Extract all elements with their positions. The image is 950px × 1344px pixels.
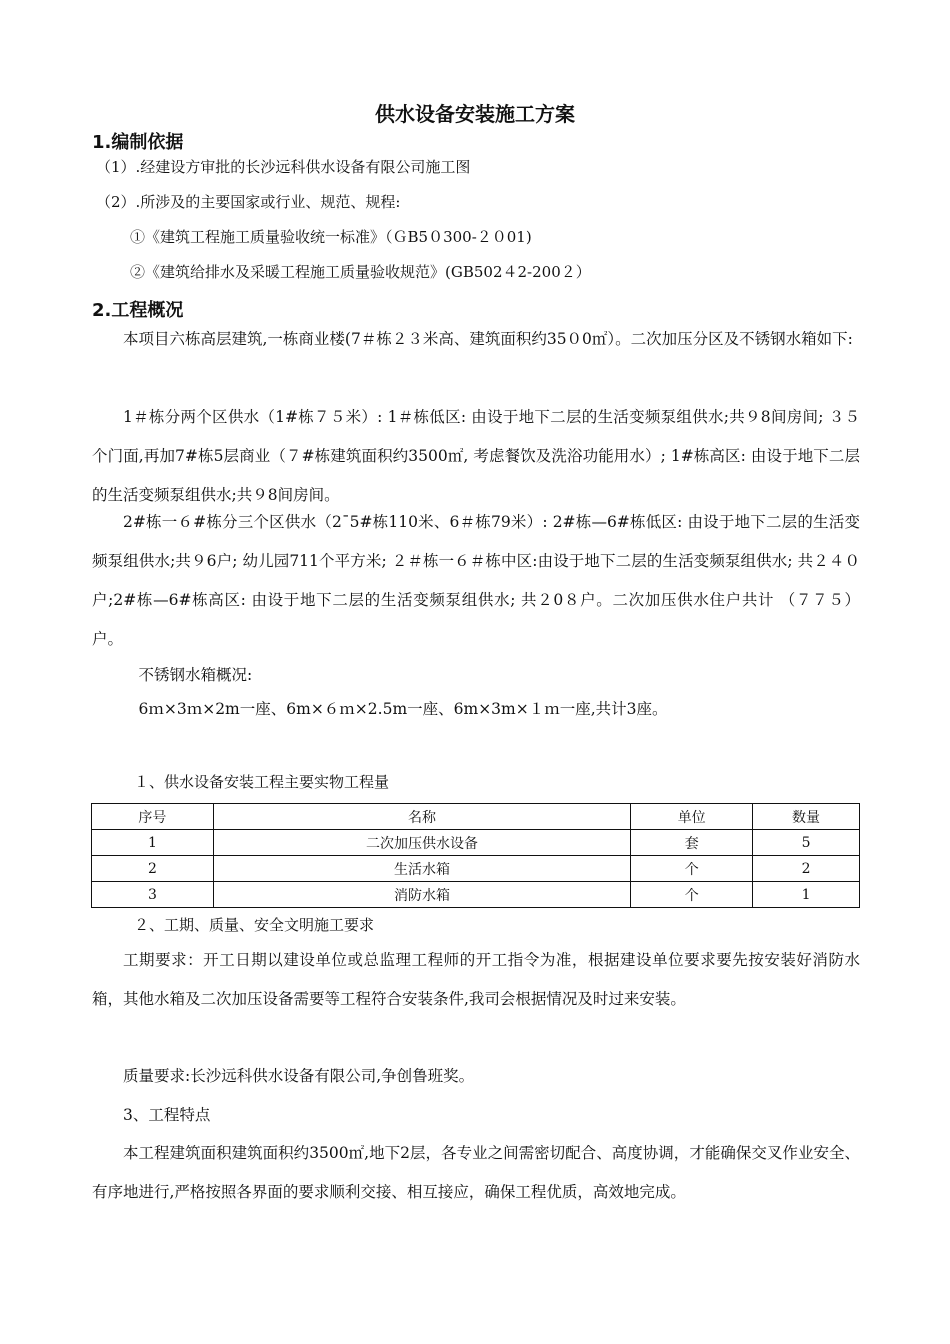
cell-unit: 个	[631, 882, 753, 908]
basis-item-4: ②《建筑给排水及采暖工程施工质量验收规范》(GB502４2-200２）	[130, 263, 591, 281]
table-row	[92, 882, 860, 908]
schedule-requirement: 工期要求：开工日期以建设单位或总监理工程师的开工指令为准，根据建设单位要求要先按安装好消防水箱，其他水箱及二次加压设备需要等工程符合安装条件,我司会根据情况及时过来安装。	[92, 951, 860, 1008]
tank-overview-detail: 6ｍ×3ｍ×2m一座、6m×６ｍ×2.5m一座、6m×3m×１ｍ一座,共计3座。	[138, 700, 668, 718]
cell-name: 生活水箱	[213, 856, 630, 882]
section-heading-basis: 1.编制依据	[92, 132, 184, 153]
quality-requirement: 质量要求:长沙远科供水设备有限公司,争创鲁班奖。	[123, 1067, 475, 1085]
cell-index: 1	[92, 830, 214, 856]
cell-index: 2	[92, 856, 214, 882]
cell-name: 二次加压供水设备	[213, 830, 630, 856]
cell-quantity: 1	[753, 882, 860, 908]
overview-paragraph-1: 本项目六栋高层建筑,一栋商业楼(7＃栋２３米高、建筑面积约35０0㎡）。二次加压分区及不锈钢水箱如下:	[123, 330, 853, 348]
basis-item-3: ①《建筑工程施工质量验收统一标准》（ＧB5０300-２０01)	[130, 228, 532, 246]
header-name: 名称	[213, 804, 630, 830]
basis-item-2: （2）.所涉及的主要国家或行业、规范、规程:	[96, 193, 401, 211]
table-row	[92, 830, 860, 856]
table-row	[92, 856, 860, 882]
cell-index: 3	[92, 882, 214, 908]
tank-overview-label: 不锈钢水箱概况:	[138, 666, 253, 684]
header-index: 序号	[92, 804, 214, 830]
overview-paragraph-2: 1＃栋分两个区供水（1#栋７５米）: 1＃栋低区: 由设于地下二层的生活变频泵组供水;共９8间房间; ３５个门面,再加7#栋5层商业（７#栋建筑面积约3500㎡, 考虑餐饮及洗浴功能用水）; 1#栋高区: 由设于地下二层的生活变频泵组供水;共９8间房间。	[92, 408, 860, 504]
basis-item-1: （1）.经建设方审批的长沙远科供水设备有限公司施工图	[96, 158, 471, 176]
cell-unit: 套	[631, 830, 753, 856]
quantity-table	[91, 803, 860, 908]
cell-name: 消防水箱	[213, 882, 630, 908]
section-heading-overview: 2.工程概况	[92, 300, 184, 321]
overview-paragraph-3: 2#栋一６#栋分三个区供水（2¯5#栋110米、6＃栋79米）: 2#栋—6#栋低区: 由设于地下二层的生活变频泵组供水;共９6户; 幼儿园711个平方米; ２＃栋一６＃栋中区:由设于地下二层的生活变频泵组供水; 共２４０户;2#栋—6#栋高区: 由设于地下二层的生活变频泵组供水; 共２0８户。二次加压供水住户共计 （７７５） 户。	[92, 513, 860, 648]
cell-quantity: 2	[753, 856, 860, 882]
document-title: 供水设备安装施工方案	[375, 102, 575, 126]
header-quantity: 数量	[753, 804, 860, 830]
header-unit: 单位	[631, 804, 753, 830]
cell-quantity: 5	[753, 830, 860, 856]
section-heading-features: 3、工程特点	[123, 1106, 211, 1124]
cell-unit: 个	[631, 856, 753, 882]
table-header-row	[92, 804, 860, 830]
table-caption: １、供水设备安装工程主要实物工程量	[134, 773, 390, 791]
section-heading-requirements: ２、工期、质量、安全文明施工要求	[134, 916, 375, 934]
features-paragraph: 本工程建筑面积建筑面积约3500㎡,地下2层，各专业之间需密切配合、高度协调，才能确保交叉作业安全、有序地进行,严格按照各界面的要求顺利交接、相互接应，确保工程优质，高效地完成。	[92, 1144, 860, 1201]
